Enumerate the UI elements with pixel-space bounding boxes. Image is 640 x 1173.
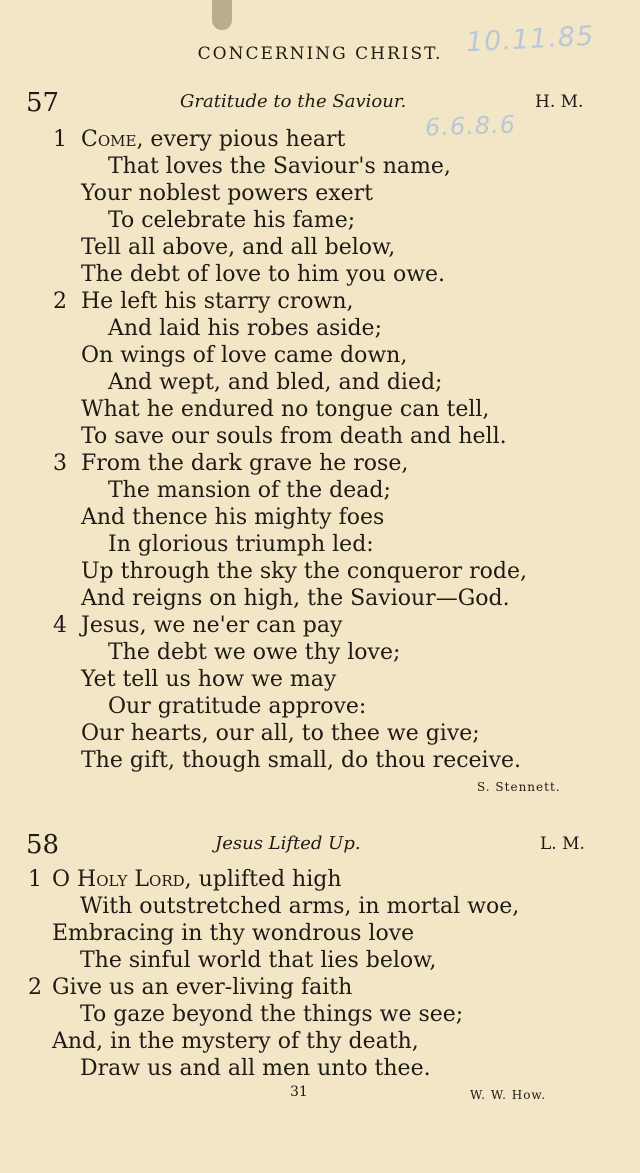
verse-number: 4 [53, 613, 67, 638]
first-words: O Holy Lord, [52, 867, 192, 892]
verse-number: 1 [28, 867, 42, 892]
running-head: CONCERNING CHRIST. [197, 44, 443, 64]
handwritten-meter: 6.6.8.6 [424, 110, 517, 142]
hymn-line: And wept, and bled, and died; [108, 370, 443, 395]
hymn-line: What he endured no tongue can tell, [81, 397, 490, 422]
hymn-line: Draw us and all men unto thee. [80, 1056, 431, 1081]
hymn-line: With outstretched arms, in mortal woe, [80, 894, 520, 919]
hymn-author: S. Stennett. [477, 780, 561, 794]
verse-number: 2 [28, 975, 42, 1000]
hymn-line: To celebrate his fame; [108, 208, 356, 233]
hymn-line: In glorious triumph led: [108, 532, 374, 557]
hymn-line: And, in the mystery of thy death, [52, 1029, 419, 1054]
hymn-line: Our hearts, our all, to thee we give; [81, 721, 480, 746]
handwritten-date: 10.11.85 [465, 20, 595, 59]
verse-number: 2 [53, 289, 67, 314]
hymn-58-header [0, 830, 640, 860]
hymn-line: Up through the sky the conqueror rode, [81, 559, 528, 584]
hymn-author: W. W. How. [470, 1088, 547, 1102]
hymn-line: Embracing in thy wondrous love [52, 921, 415, 946]
hymn-line: Come, every pious heart [81, 127, 346, 152]
hymn-line: And reigns on high, the Saviour—God. [81, 586, 510, 611]
hymn-line: To gaze beyond the things we see; [80, 1002, 464, 1027]
hymn-line: Yet tell us how we may [81, 667, 337, 692]
hymn-line: Tell all above, and all below, [81, 235, 396, 260]
hymn-title: Jesus Lifted Up. [215, 833, 361, 854]
hymn-number: 57 [26, 88, 60, 118]
page-number: 31 [290, 1084, 308, 1100]
hymn-title: Gratitude to the Saviour. [180, 91, 407, 112]
hymn-number: 58 [26, 830, 60, 860]
hymn-line: The debt of love to him you owe. [81, 262, 446, 287]
hymn-line: Our gratitude approve: [108, 694, 367, 719]
hymn-line: On wings of love came down, [81, 343, 408, 368]
hymn-meter: H. M. [535, 92, 584, 112]
hymn-line: And thence his mighty foes [81, 505, 385, 530]
hymn-line: He left his starry crown, [81, 289, 354, 314]
hymn-line: The sinful world that lies below, [80, 948, 437, 973]
hymn-line: O Holy Lord, uplifted high [52, 867, 342, 892]
hymn-line: From the dark grave he rose, [81, 451, 409, 476]
hymn-line: And laid his robes aside; [108, 316, 382, 341]
hymn-meter: L. M. [540, 834, 585, 854]
hymn-line: That loves the Saviour's name, [108, 154, 451, 179]
hymn-line: The debt we owe thy love; [108, 640, 401, 665]
hymn-line: Give us an ever-living faith [52, 975, 353, 1000]
first-word: Come, [81, 127, 144, 152]
verse-number: 3 [53, 451, 67, 476]
hymn-line: The gift, though small, do thou receive. [81, 748, 522, 773]
hymn-line: The mansion of the dead; [108, 478, 391, 503]
verse-number: 1 [53, 127, 67, 152]
ink-blot [212, 0, 232, 30]
hymn-line: Jesus, we ne'er can pay [81, 613, 343, 638]
hymn-line: Your noblest powers exert [81, 181, 373, 206]
hymn-line: To save our souls from death and hell. [81, 424, 507, 449]
hymn-57-header [0, 88, 640, 118]
